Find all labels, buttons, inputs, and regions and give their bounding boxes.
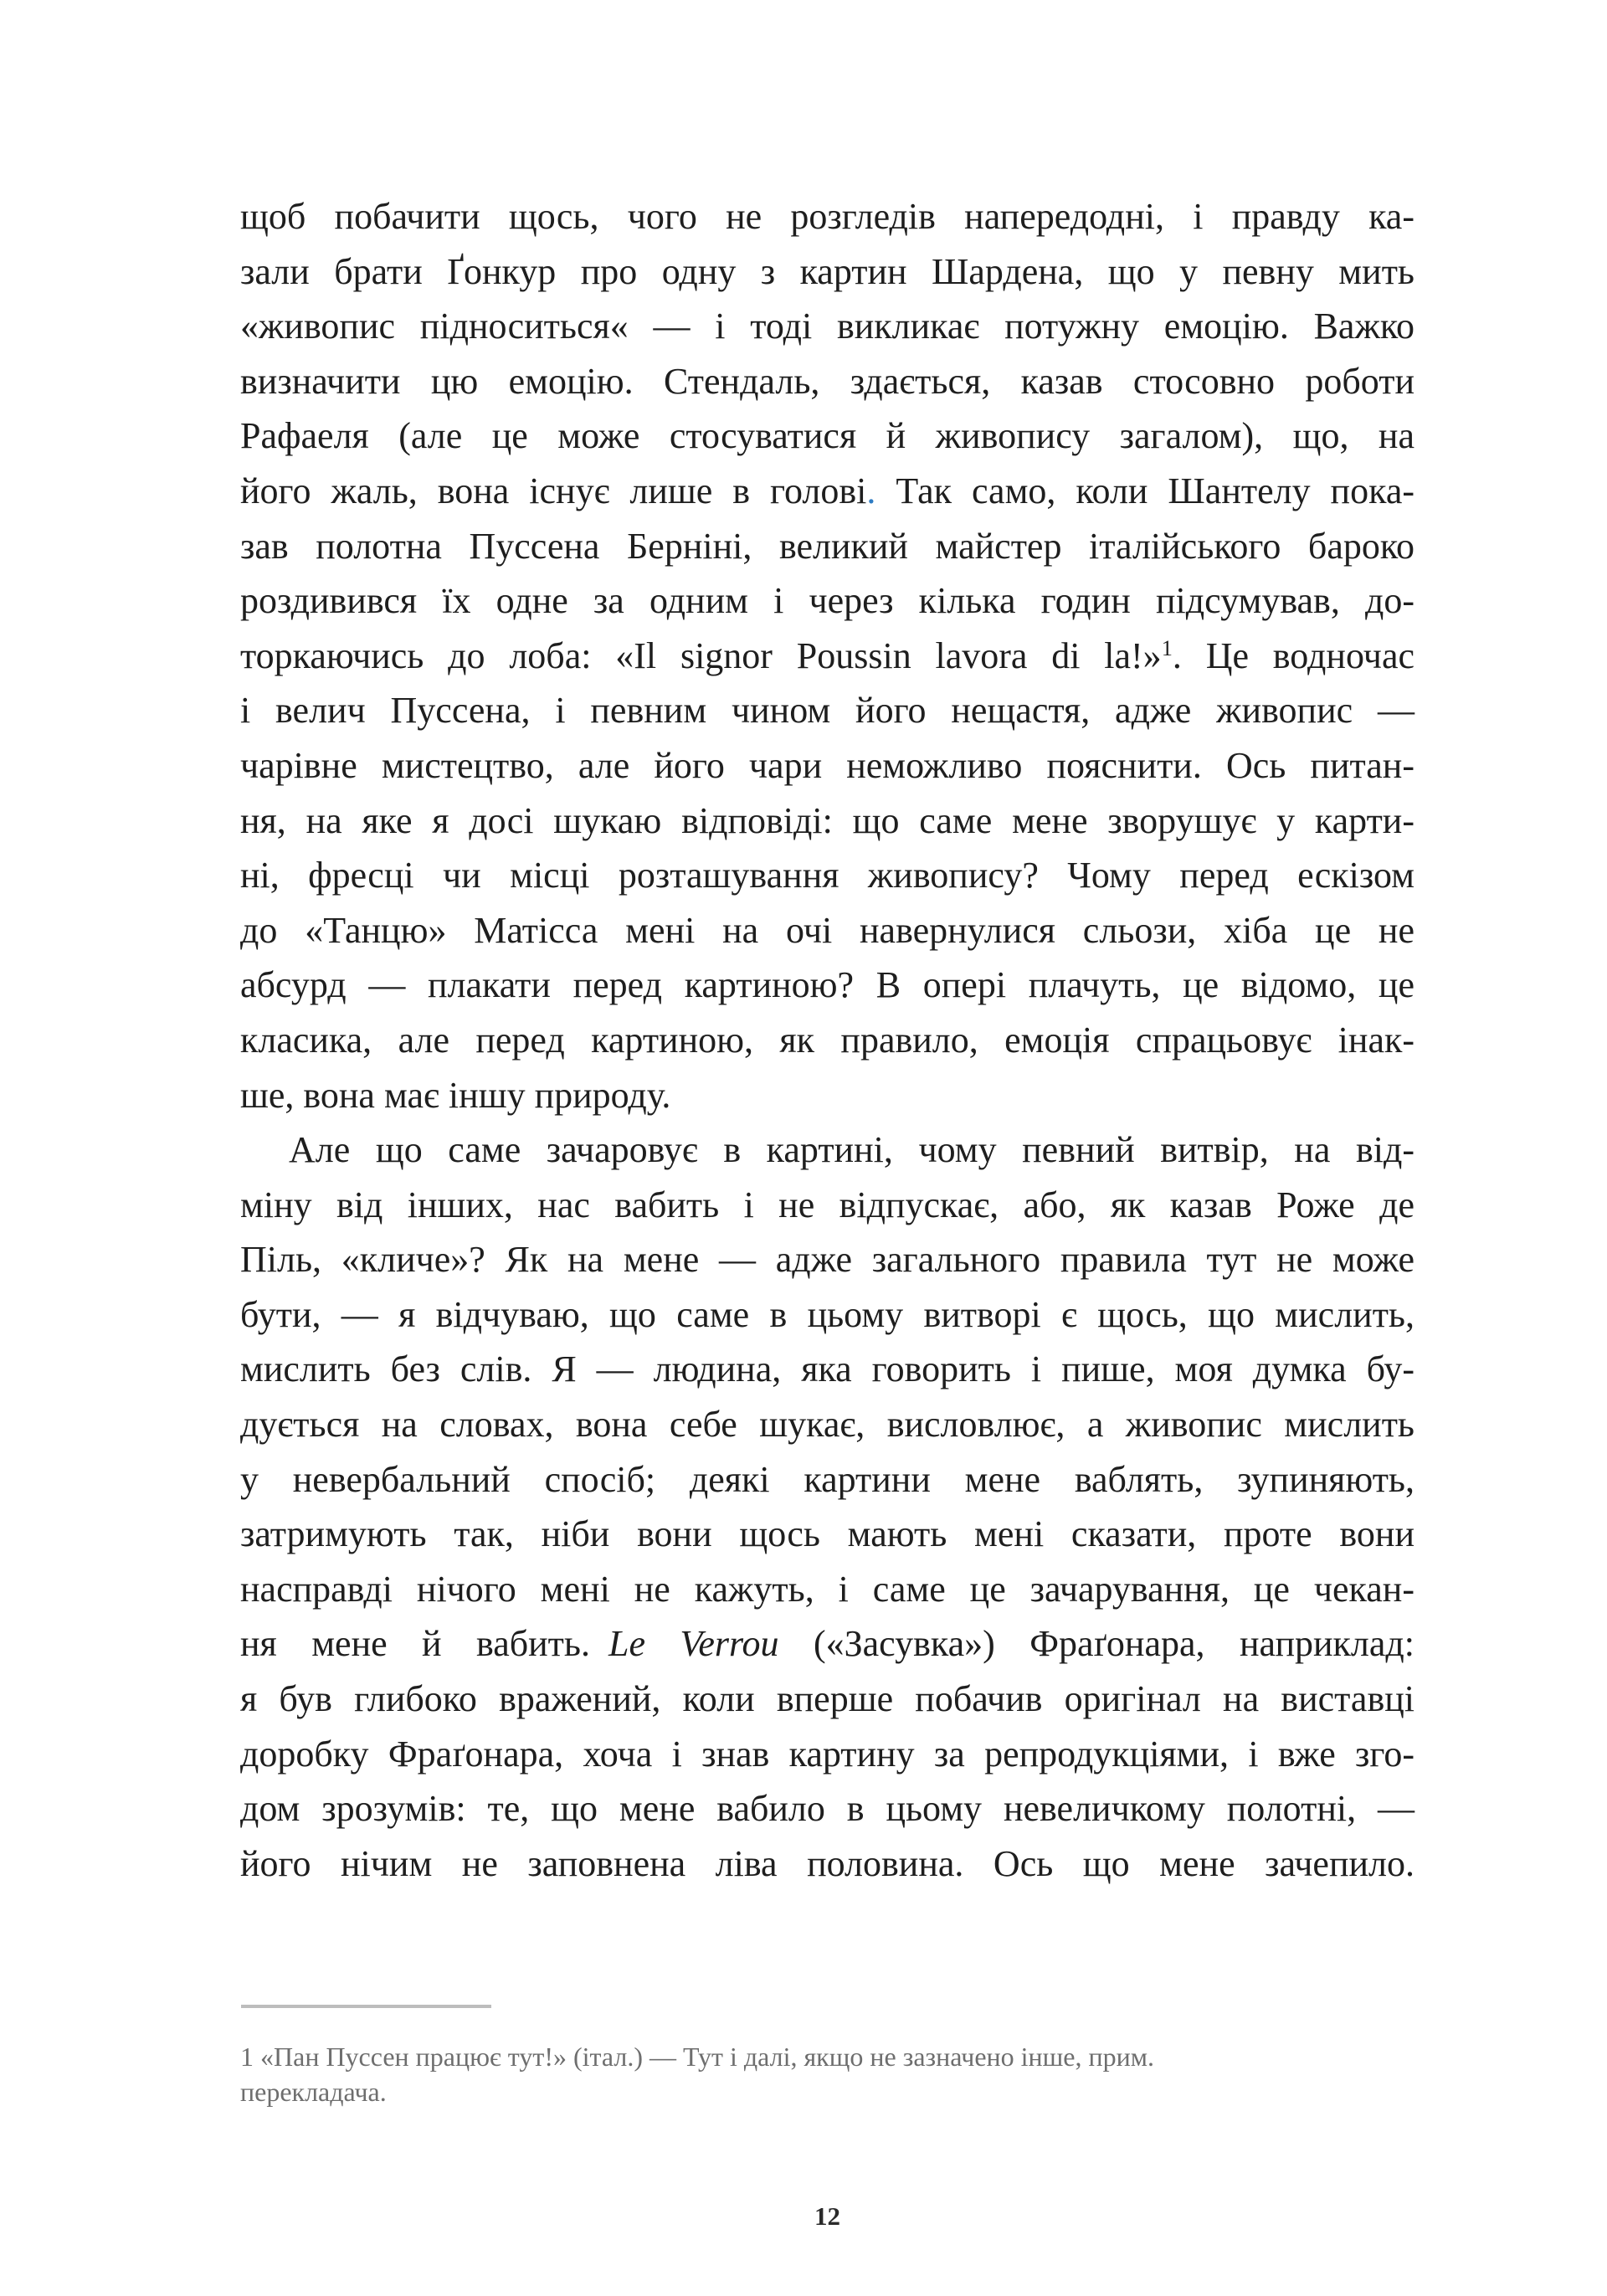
text-segment: («Засувка») Фраґонара, наприклад:: [778, 1623, 1415, 1665]
text-line: торкаючись до лоба: «Il signor Poussin lavora di la!»1. Це водночас: [240, 634, 1414, 676]
text-line: [240, 1507, 1414, 1562]
text-segment: Піль, «кличе»? Як на мене — адже загального правила тут не може: [240, 1239, 1414, 1281]
text-segment: його нічим не заповнена ліва половина. Ось що мене зачепило.: [240, 1842, 1414, 1884]
text-segment: Але що саме зачаровує в картині, чому певний витвір, на від-: [289, 1129, 1414, 1171]
text-line: [240, 408, 1414, 464]
text-segment: Рафаеля (але це може стосуватися й живопису загалом), що, на: [240, 415, 1414, 457]
text-segment: зали брати Ґонкур про одну з картин Шардена, що у певну мить: [240, 250, 1414, 292]
text-segment: міну від інших, нас вабить і не відпускає, або, як казав Роже де: [240, 1184, 1414, 1225]
text-segment: визначити цю емоцію. Стендаль, здається, казав стосовно роботи: [240, 360, 1414, 402]
text-segment: дується на словах, вона себе шукає, висловлює, а живопис мислить: [240, 1404, 1414, 1446]
text-line: [240, 464, 1414, 519]
text-segment: ні, фресці чи місці розташування живопису? Чому перед ескізом: [240, 855, 1414, 896]
italic-title-text: Le Verrou: [608, 1623, 779, 1665]
text-line: [240, 1781, 1414, 1836]
text-segment: класика, але перед картиною, як правило, емоція спрацьовує інак-: [240, 1019, 1414, 1061]
text-line: [240, 794, 1414, 849]
text-line: [240, 1727, 1414, 1782]
text-segment: «живопис підноситься« — і тоді викликає потужну емоцію. Важко: [240, 306, 1414, 347]
text-line: [240, 1232, 1414, 1287]
text-segment: затримують так, ніби вони щось мають мені сказати, проте вони: [240, 1513, 1414, 1555]
text-segment: щоб побачити щось, чого не розгледів напередодні, і правду ка-: [240, 196, 1414, 237]
text-line: [240, 573, 1414, 629]
text-segment: бути, — я відчуваю, що саме в цьому витворі є щось, що мислить,: [240, 1293, 1414, 1335]
text-segment: ня мене й вабить.: [240, 1623, 608, 1665]
text-line: [240, 1287, 1414, 1343]
text-line: [240, 1452, 1414, 1508]
text-line: [240, 1836, 1414, 1892]
text-line: [240, 903, 1414, 958]
text-segment: дом зрозумів: те, що мене вабило в цьому невеличкому полотні, —: [240, 1788, 1414, 1830]
text-line: [240, 1013, 1414, 1068]
text-line: [240, 1562, 1414, 1617]
text-segment: абсурд — плакати перед картиною? В опері плачуть, це відомо, це: [240, 964, 1414, 1006]
text-line: [240, 1397, 1414, 1452]
text-line: [240, 848, 1414, 903]
text-segment: до «Танцю» Матісса мені на очі навернулися сльози, хіба це не: [240, 909, 1414, 951]
text-line: [240, 1616, 1414, 1672]
text-segment: його жаль, вона існує лише в голові: [240, 470, 867, 511]
text-line: [240, 1342, 1414, 1397]
page-number: 12: [814, 2201, 840, 2231]
text-segment: насправді нічого мені не кажуть, і саме це зачарування, це чекан-: [240, 1568, 1414, 1610]
text-segment: Так само, коли Шантелу пока-: [875, 470, 1415, 511]
text-line: [240, 244, 1414, 300]
footnote-link-period[interactable]: .: [866, 470, 876, 511]
text-line: [240, 1122, 1414, 1178]
text-line: [240, 354, 1414, 409]
text-segment: ше, вона має іншу природу.: [240, 1074, 671, 1116]
text-line: [240, 683, 1414, 738]
text-line: [240, 1672, 1414, 1727]
text-line: [240, 738, 1414, 794]
footnote-divider: [241, 2005, 491, 2008]
text-segment: чарівне мистецтво, але його чари неможливо пояснити. Ось питан-: [240, 744, 1414, 786]
text-segment: мислить без слів. Я — людина, яка говорить і пише, моя думка бу-: [240, 1348, 1414, 1390]
footnote: [240, 2039, 1414, 2109]
footnote-line: перекладача.: [240, 2077, 387, 2107]
text-segment: доробку Фраґонара, хоча і знав картину за репродукціями, і вже зго-: [240, 1733, 1414, 1775]
text-line: [240, 1068, 1414, 1123]
page-text: [240, 189, 1414, 1891]
text-segment: зав полотна Пуссена Берніні, великий майстер італійського бароко: [240, 525, 1414, 567]
text-segment: роздивився їх одне за одним і через кілька годин підсумував, до-: [240, 580, 1414, 622]
text-line: [240, 299, 1414, 354]
text-line: [240, 1178, 1414, 1233]
text-segment: . Це водночас: [1172, 634, 1414, 676]
text-line: [240, 958, 1414, 1013]
text-segment: я був глибоко вражений, коли вперше побачив оригінал на виставці: [240, 1678, 1414, 1720]
text-segment: у невербальний спосіб; деякі картини мене ваблять, зупиняють,: [240, 1458, 1414, 1500]
text-segment: ня, на яке я досі шукаю відповіді: що саме мене зворушує у карти-: [240, 799, 1414, 841]
text-line: [240, 519, 1414, 574]
footnote-line: 1 «Пан Пуссен працює тут!» (італ.) — Тут і далі, якщо не зазначено інше, прим.: [240, 2042, 1154, 2072]
text-line: [240, 189, 1414, 244]
text-segment: і велич Пуссена, і певним чином його нещастя, адже живопис —: [240, 690, 1414, 732]
text-segment: торкаючись до лоба: «Il signor Poussin lavora di la!»: [240, 634, 1162, 676]
